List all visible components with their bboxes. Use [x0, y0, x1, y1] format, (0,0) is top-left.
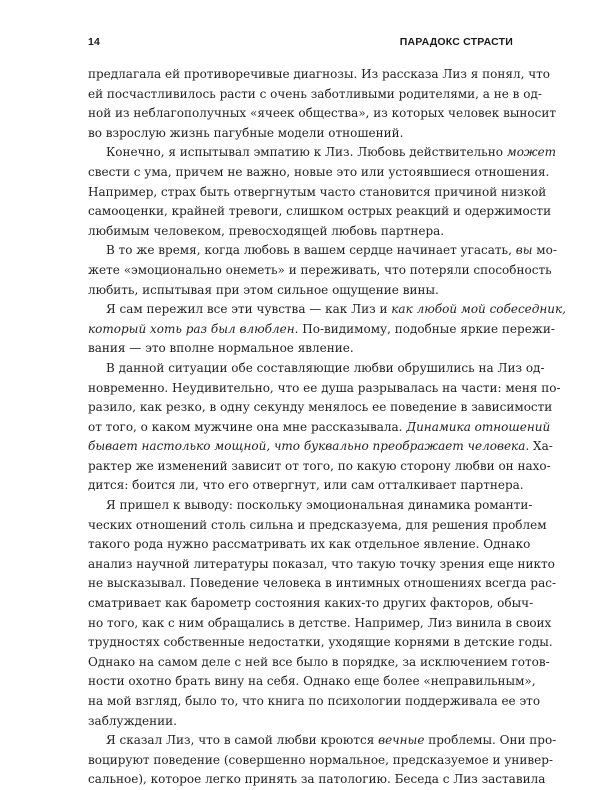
- line-text: Я сам пережил все эти чувства — как Лиз и: [106, 302, 392, 317]
- text-line: [88, 614, 552, 634]
- body-text: [88, 65, 566, 790]
- text-line: [88, 535, 531, 555]
- line-text: проблемы. Они про-: [424, 733, 557, 748]
- italic-text: Динамика отношений: [406, 419, 551, 434]
- line-text: свести с ума, причем не важно, новые это или устоявшиеся отношения.: [88, 164, 550, 179]
- line-text: любимым человеком, превосходящей любовь партнера.: [88, 223, 445, 238]
- text-line: [88, 339, 513, 359]
- italic-text: вы: [515, 243, 533, 258]
- text-line: [88, 770, 546, 790]
- text-line: [88, 124, 513, 144]
- line-text: рактер же изменений зависит от того, по какую сторону любви он нахо-: [88, 458, 551, 473]
- line-text: новременно. Неудивительно, что ее душа разрывалась на части: меня по-: [88, 380, 561, 395]
- line-text: мо-: [532, 243, 557, 258]
- line-text: ности охотно брать вину на себя. Однако еще более «неправильным»,: [88, 674, 536, 689]
- line-text: Я сказал Лиз, что в самой любви кроются: [106, 733, 379, 748]
- text-line: [88, 457, 551, 477]
- text-line: [88, 594, 534, 614]
- text-line: [88, 692, 541, 712]
- text-line: [88, 712, 513, 732]
- line-text: вания — это вполне нормальное явление.: [88, 341, 354, 356]
- italic-text: который хоть раз был влюблен: [88, 321, 295, 336]
- text-line: [88, 731, 557, 751]
- line-text: воцируют поведение (совершенно нормальное, предсказуемое и универ-: [88, 752, 553, 767]
- text-line: [88, 320, 555, 340]
- text-line: [88, 183, 547, 203]
- text-line: [88, 281, 513, 301]
- line-text: ческих отношений столь сильна и предсказуема, для решения проблем: [88, 517, 547, 532]
- line-text: В данной ситуации обе составляющие любви обрушились на Лиз од-: [106, 360, 545, 375]
- line-text: от того, о каком мужчине она мне рассказывала.: [88, 419, 407, 434]
- text-line: [88, 574, 557, 594]
- text-line: [88, 163, 550, 183]
- line-text: жете «эмоционально онеметь» и переживать, что потеряли способность: [88, 262, 552, 277]
- text-line: [88, 418, 551, 438]
- line-text: Однако на самом деле с ней все было в порядке, за исключением готов-: [88, 654, 550, 669]
- line-text: Например, страх быть отвергнутым часто становится причиной низкой: [88, 184, 547, 199]
- italic-text: вечные: [378, 733, 425, 748]
- line-text: сматривает как барометр состояния каких-то других факторов, обыч-: [88, 596, 534, 611]
- text-line: [88, 476, 524, 496]
- line-text: . По-видимому, подобные яркие пережи-: [294, 321, 555, 336]
- line-text: ей посчастливилось расти с очень заботливыми родителями, а не в од-: [88, 86, 542, 101]
- line-text: во взрослую жизнь пагубные модели отношений.: [88, 125, 404, 140]
- line-text: предлагала ей противоречивые диагнозы. Из рассказа Лиз я понял, что: [88, 67, 550, 81]
- text-line: [88, 261, 552, 281]
- line-text: разило, как резко, в одну секунду менялось ее поведение в зависимости: [88, 400, 553, 415]
- line-text: В то же время, когда любовь в вашем сердце начинает угасать,: [106, 243, 516, 258]
- italic-text: может: [506, 145, 557, 160]
- line-text: самооценки, крайней тревоги, слишком острых реакций и одержимости: [88, 204, 552, 219]
- page-number: 14: [88, 36, 101, 48]
- text-line: [88, 555, 555, 575]
- page-header: [88, 36, 513, 50]
- text-line: [88, 359, 545, 379]
- text-line: [88, 65, 550, 85]
- text-line: [88, 202, 552, 222]
- text-line: [88, 496, 533, 516]
- line-text: не высказывал. Поведение человека в интимных отношениях всегда рас-: [88, 576, 557, 591]
- text-line: [88, 751, 553, 771]
- italic-text: как любой мой собеседник,: [391, 302, 566, 317]
- italic-text: бывает настолько мощной, что буквально преображает человека: [88, 439, 526, 454]
- line-text: любить, испытывая при этом сильное ощущение вины.: [88, 282, 439, 297]
- text-line: [88, 672, 536, 692]
- line-text: дится: боится ли, что его отвергнут, или сам отталкивает партнера.: [88, 478, 524, 493]
- line-text: на мой взгляд, было то, что книга по психологии поддерживала ее это: [88, 694, 541, 708]
- line-text: трудностях собственные недостатки, уходящие корнями в детские годы.: [88, 635, 553, 650]
- running-title: ПАРАДОКС СТРАСТИ: [399, 36, 513, 48]
- text-line: [88, 222, 513, 242]
- text-line: [88, 300, 566, 320]
- text-line: [88, 653, 550, 673]
- text-line: [88, 104, 556, 124]
- line-text: Я пришел к выводу: поскольку эмоциональная динамика романти-: [106, 498, 533, 513]
- line-text: Конечно, я испытывал эмпатию к Лиз. Любовь действительно: [106, 145, 507, 160]
- text-line: [88, 379, 561, 399]
- line-text: анализ научной литературы показал, что такую точку зрения еще никто: [88, 556, 555, 571]
- line-text: заблуждении.: [88, 713, 177, 728]
- line-text: такого рода нужно рассматривать их как отдельное явление. Однако: [88, 537, 531, 552]
- text-line: [88, 85, 542, 105]
- line-text: . Ха-: [525, 439, 553, 454]
- text-line: [88, 437, 553, 457]
- line-text: сальное), которое легко принять за патологию. Беседа с Лиз заставила: [88, 772, 546, 787]
- text-line: [88, 633, 553, 653]
- line-text: ной из неблагополучных «ячеек общества», из которых человек выносит: [88, 106, 556, 121]
- text-line: [88, 516, 547, 536]
- text-line: [88, 143, 557, 163]
- line-text: но того, как с ним обращались в детстве. Например, Лиз винила в своих: [88, 615, 552, 630]
- text-line: [88, 398, 553, 418]
- text-line: [88, 241, 557, 261]
